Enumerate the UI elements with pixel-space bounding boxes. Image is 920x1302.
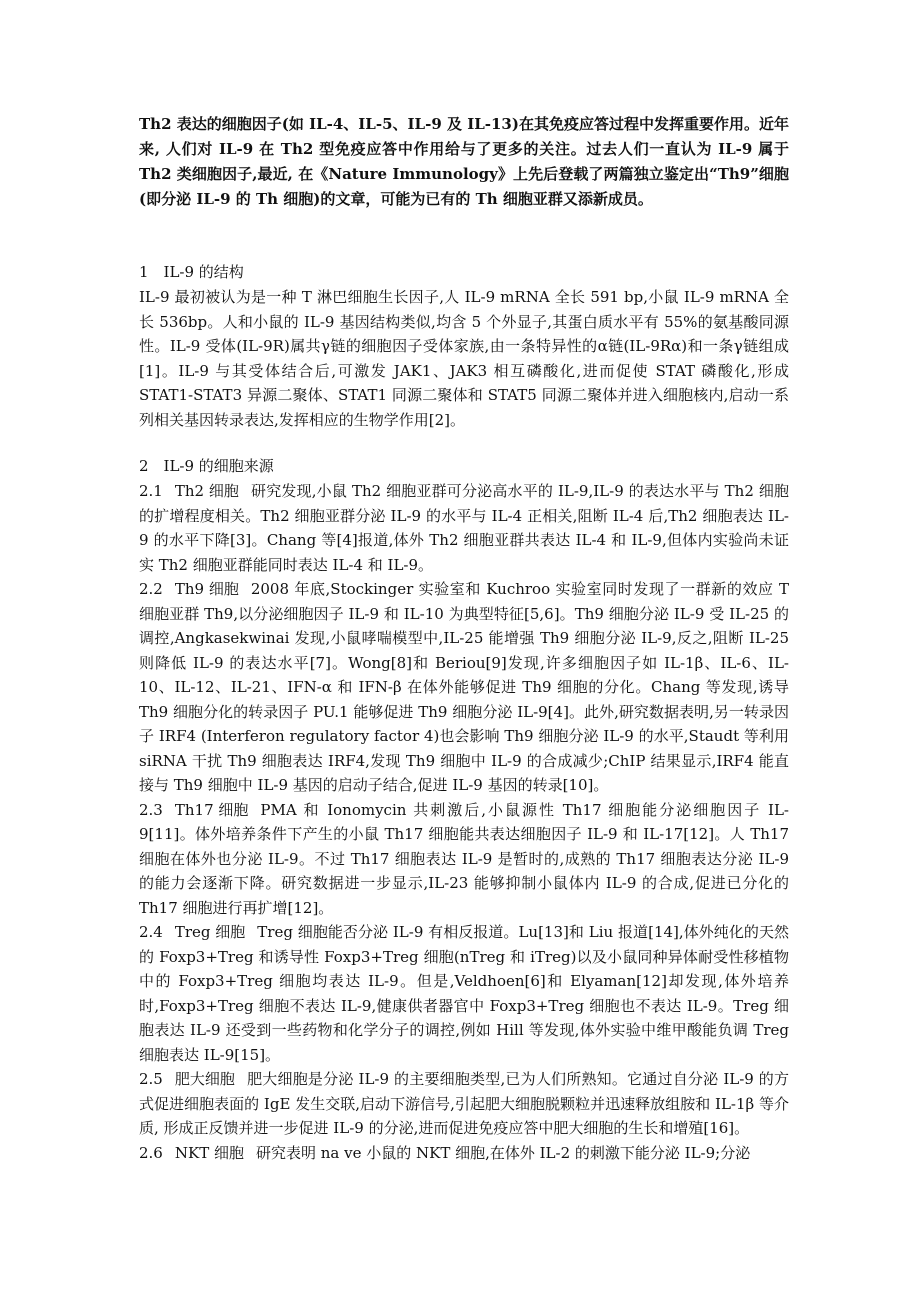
section-1-title: 1 IL-9 的结构 <box>139 263 244 281</box>
subsection-title: Th2 细胞 <box>174 482 239 500</box>
subsection-title: NKT 细胞 <box>174 1143 244 1162</box>
subsection-2-4 <box>139 920 789 1067</box>
subsection-2-2 <box>139 577 789 798</box>
subsection-number: 2.3 <box>139 800 163 819</box>
subsection-text: PMA 和 Ionomycin 共刺激后,小鼠源性 Th17 细胞能分泌细胞因子 IL-9[11]。体外培养条件下产生的小鼠 Th17 细胞能共表达细胞因子 IL-9 和 IL-17[12]。人 Th17 细胞在体外也分泌 IL-9。不过 Th17 细胞表达 IL-9 是暂时的,成熟的 Th17 细胞表达分泌 IL-9 的能力会逐渐下降。研究数据进一步显示,IL-23 能够抑制小鼠体内 IL-9 的合成,促进已分化的 Th17 细胞进行再扩增[12]。 <box>139 800 789 917</box>
section-2-title: 2 IL-9 的细胞来源 <box>139 457 274 475</box>
subsection-text: 2008 年底,Stockinger 实验室和 Kuchroo 实验室同时发现了一群新的效应 T 细胞亚群 Th9,以分泌细胞因子 IL-9 和 IL-10 为典型特征[5,6]。Th9 细胞分泌 IL-9 受 IL-25 的调控,Angkasekwinai 发现,小鼠哮喘模型中,IL-25 能增强 Th9 细胞分泌 IL-9,反之,阻断 IL-25 则降低 IL-9 的表达水平[7]。Wong[8]和 Beriou[9]发现,许多细胞因子如 IL-1β、IL-6、IL-10、IL-12、IL-21、IFN-α 和 IFN-β 在体外能够促进 Th9 细胞的分化。Chang 等发现,诱导 Th9 细胞分化的转录因子 PU.1 能够促进 Th9 细胞分泌 IL-9[4]。此外,研究数据表明,另一转录因子 IRF4 (Interferon regulatory factor 4)也会影响 Th9 细胞分泌 IL-9 的水平,Staudt 等利用 siRNA 干扰 Th9 细胞表达 IRF4,发现 Th9 细胞中 IL-9 的合成减少;ChIP 结果显示,IRF4 能直接与 Th9 细胞中 IL-9 基因的启动子结合,促进 IL-9 基因的转录[10]。 <box>139 580 789 794</box>
subsection-2-6 <box>139 1141 789 1166</box>
subsection-text: 肥大细胞是分泌 IL-9 的主要细胞类型,已为人们所熟知。它通过自分泌 IL-9 的方式促进细胞表面的 IgE 发生交联,启动下游信号,引起肥大细胞脱颗粒并迅速释放组胺和 IL-1β 等介质, 形成正反馈并进一步促进 IL-9 的分泌,进而促进免疫应答中肥大细胞的生长和增殖[16]。 <box>139 1070 789 1137</box>
subsection-text: 研究发现,小鼠 Th2 细胞亚群可分泌高水平的 IL-9,IL-9 的表达水平与 Th2 细胞的扩增程度相关。Th2 细胞亚群分泌 IL-9 的水平与 IL-4 正相关,阻断 IL-4 后,Th2 细胞表达 IL-9 的水平下降[3]。Chang 等[4]报道,体外 Th2 细胞亚群共表达 IL-4 和 IL-9,但体内实验尚未证实 Th2 细胞亚群能同时表达 IL-4 和 IL-9。 <box>139 482 789 574</box>
section-1-body: IL-9 最初被认为是一种 T 淋巴细胞生长因子,人 IL-9 mRNA 全长 591 bp,小鼠 IL-9 mRNA 全长 536bp。人和小鼠的 IL-9 基因结构类似,均含 5 个外显子,其蛋白质水平有 55%的氨基酸同源性。IL-9 受体(IL-9R)属共γ链的细胞因子受体家族,由一条特异性的α链(IL-9Rα)和一条γ链组成[1]。IL-9 与其受体结合后,可激发 JAK1、JAK3 相互磷酸化,进而促使 STAT 磷酸化,形成 STAT1-STAT3 异源二聚体、STAT1 同源二聚体和 STAT5 同源二聚体并进入细胞核内,启动一系列相关基因转录表达,发挥相应的生物学作用[2]。 <box>139 288 789 429</box>
subsection-text: Treg 细胞能否分泌 IL-9 有相反报道。Lu[13]和 Liu 报道[14],体外纯化的天然的 Foxp3+Treg 和诱导性 Foxp3+Treg 细胞(nTreg 和 iTreg)以及小鼠同种异体耐受性移植物中的 Foxp3+Treg 细胞均表达 IL-9。但是,Veldhoen[6]和 Elyaman[12]却发现,体外培养时,Foxp3+Treg 细胞不表达 IL-9,健康供者器官中 Foxp3+Treg 细胞也不表达 IL-9。Treg 细胞表达 IL-9 还受到一些药物和化学分子的调控,例如 Hill 等发现,体外实验中维甲酸能负调 Treg 细胞表达 IL-9[15]。 <box>139 923 789 1064</box>
subsection-number: 2.4 <box>139 923 163 941</box>
subsection-number: 2.6 <box>139 1143 163 1162</box>
document-page <box>139 112 789 1165</box>
subsection-title: Th9 细胞 <box>174 580 239 598</box>
subsection-number: 2.5 <box>139 1070 163 1088</box>
abstract-paragraph: Th2 表达的细胞因子(如 IL-4、IL-5、IL-9 及 IL-13)在其免疫应答过程中发挥重要作用。近年来, 人们对 IL-9 在 Th2 型免疫应答中作用给与了更多的关注。过去人们一直认为 IL-9 属于 Th2 类细胞因子,最近, 在《Nature Immunology》上先后登载了两篇独立鉴定出“Th9”细胞(即分泌 IL-9 的 Th 细胞)的文章，可能为已有的 Th 细胞亚群又添新成员。 <box>139 115 789 208</box>
spacer <box>139 432 789 454</box>
subsection-2-3 <box>139 798 789 921</box>
subsection-number: 2.1 <box>139 482 163 500</box>
subsection-title: 肥大细胞 <box>174 1070 235 1088</box>
subsection-2-1 <box>139 479 789 577</box>
subsection-title: Th17 细胞 <box>174 800 249 819</box>
subsection-number: 2.2 <box>139 580 163 598</box>
subsection-2-5 <box>139 1067 789 1141</box>
subsection-text: 研究表明 na ve 小鼠的 NKT 细胞,在体外 IL-2 的刺激下能分泌 IL-9;分泌 <box>255 1143 751 1162</box>
subsection-title: Treg 细胞 <box>174 923 246 941</box>
